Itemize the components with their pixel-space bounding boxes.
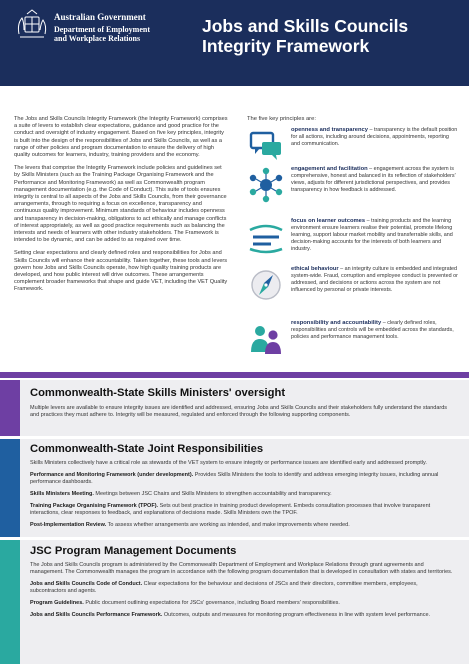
intro-text (14, 116, 228, 300)
item-text: Clear expectations for the behaviour and decisions of JSCs and their directors, committee members, employees, subcontractors and agents. (30, 581, 418, 594)
section-stripe (0, 439, 20, 537)
item-label: Jobs and Skills Councils Performance Framework. (30, 612, 163, 618)
government-wordmark (54, 12, 150, 43)
principle-engagement (247, 166, 459, 214)
people-icon (247, 320, 285, 358)
section-item (30, 600, 454, 607)
principle-description: – clearly defined roles, responsibilities and controls will be embedded across the standards, policies and performance management tools. (291, 320, 454, 340)
principle-name: ethical behaviour (291, 266, 339, 272)
item-text: Meetings between JSC Chairs and Skills Ministers to strengthen accountability and transparency. (93, 491, 332, 497)
section-item (30, 612, 454, 619)
intro-paragraph: The levers that comprise the Integrity Framework include policies and guidelines set by Skills Ministers (such as the Training Package Organising Framework and the Performance and Monitoring Framework) as well as Commonwealth program management documentation (e.g. the Code of Conduct). This suite of tools ensures integrity is central to all aspects of the Jobs and Skills Councils, from their governance arrangements, through to requiring a focus on excellence, transparency and continuous quality improvement. Minimum standards of behaviour includes openness and transparency in decision-making, obligations to act ethically and manage conflicts of interest appropriately, as well as good practice requirements such as balancing the interests and needs of learners with other industry stakeholders. The Framework is intended to be dynamic, and can be added to as required over time. (14, 165, 227, 244)
principle-ethical-behaviour (247, 266, 459, 314)
principle-name: responsibility and accountability (291, 320, 382, 326)
page-title (202, 16, 462, 56)
section-title: JSC Program Management Documents (30, 545, 237, 557)
section-body: Multiple levers are available to ensure integrity issues are identified and addressed, ensuring Jobs and Skills Councils and their stakeholders fully understand the standards and practices they must adhere to. Integrity will be measured, regulated and enforced through the following supporting components. (30, 405, 448, 418)
item-text: To assess whether arrangements are working as intended, and make improvements where needed. (106, 522, 350, 528)
section-item (30, 503, 454, 517)
item-text: Public document outlining expectations for JSCs' governance, including Board members' responsibilities. (83, 600, 340, 606)
principle-description: – transparency is the default position for all actions, including around decisions, appointments, reporting and communication. (291, 127, 458, 147)
oversight-section (0, 380, 469, 436)
speech-bubbles-icon (247, 127, 285, 165)
principle-name: focus on learner outcomes (291, 218, 366, 224)
section-title: Commonwealth-State Joint Responsibilities (30, 443, 264, 455)
jsc-program-section (0, 540, 469, 664)
section-divider (0, 372, 469, 378)
principle-description: – engagement across the system is comprehensive, honest and balanced in its reflection of stakeholders' views, adjusts for different jurisdictional perspectives, and provides transparency in how feedback is addressed. (291, 166, 456, 193)
item-label: Jobs and Skills Councils Code of Conduct. (30, 581, 143, 587)
principle-text (291, 127, 459, 148)
principle-openness (247, 127, 459, 171)
principle-text (291, 218, 459, 253)
compass-icon (247, 266, 285, 304)
principles-lead: The five key principles are: (247, 116, 316, 122)
principle-text (291, 166, 459, 194)
section-stripe (0, 540, 20, 664)
section-item (30, 522, 454, 529)
principle-text (291, 266, 459, 294)
section-body (30, 460, 454, 534)
principle-name: engagement and facilitation (291, 166, 368, 172)
page-header (0, 0, 469, 86)
section-item (30, 491, 454, 498)
principle-name: openness and transparency (291, 127, 368, 133)
item-label: Skills Ministers Meeting. (30, 491, 94, 497)
item-label: Training Package Organising Framework (TPOF). (30, 503, 159, 509)
principle-description: – training products and the learning environment ensure learners realise their potential, promote lifelong learning, support labour market mobility and transferrable skills, and decision-making accounts for the interests of both learners and industry. (291, 218, 453, 252)
item-text: Provides Skills Ministers the tools to identify and address emerging integrity issues, including annual performance dashboards. (30, 472, 439, 485)
principle-learner-outcomes (247, 218, 459, 266)
section-item (30, 581, 454, 595)
department-name-line2: and Workplace Relations (54, 34, 141, 43)
intro-paragraph: The Jobs and Skills Councils Integrity Framework (the Integrity Framework) comprises a suite of levers to establish clear expectations, guidance and good practice for the conduct and oversight of industry engagement. Based on five key principles, integrity is built into the design of the responsibilities of Jobs and Skills Councils, as well as a range of other policies and program documentation to ensure the delivery of high quality outcomes for learners, industry, training providers and the economy. (14, 116, 228, 159)
item-text: Outcomes, outputs and measures for monitoring program effectiveness in line with system level performance. (162, 612, 431, 618)
network-icon (247, 166, 285, 204)
item-label: Performance and Monitoring Framework (under development). (30, 472, 194, 478)
coat-of-arms-icon (14, 8, 50, 42)
item-label: Program Guidelines. (30, 600, 84, 606)
intro-paragraph: Setting clear expectations and clearly defined roles and responsibilities for Jobs and Skills Councils will enhance their accountability. Taken together, these tools and levers govern how Jobs and Skills Councils operate, how high quality training products are developed, and how public interest will drive outcomes. These arrangements complement broader frameworks that shape and guide VET, including the VET Quality Framework. (14, 250, 228, 293)
section-body (30, 562, 454, 624)
section-stripe (0, 380, 20, 436)
section-intro: Skills Ministers collectively have a critical role as stewards of the VET system to ensure integrity or performance issues are identified early and addressed promptly. (30, 460, 427, 466)
gov-name: Australian Government (54, 12, 146, 22)
section-item (30, 472, 454, 486)
principle-description: – an integrity culture is embedded and integrated system-wide. Fraud, corruption and employee conduct is prevented or addressed, and decisions or actions across the system are not influenced by personal or private interests. (291, 266, 458, 293)
title-line-1: Jobs and Skills Councils (202, 16, 409, 36)
principle-text (291, 320, 459, 341)
principle-responsibility (247, 320, 459, 364)
section-title: Commonwealth-State Skills Ministers' oversight (30, 387, 286, 399)
item-text: Sets out best practice in training product development. Embeds consultation processes that involve transparent interactions, clear responses to feedback, and explanations of decisions made. Skills Ministers own the TPOF. (30, 503, 431, 516)
title-line-2: Integrity Framework (202, 36, 370, 56)
learner-icon (247, 218, 285, 256)
item-label: Post-Implementation Review. (30, 522, 107, 528)
joint-responsibilities-section (0, 439, 469, 537)
department-name-line1: Department of Employment (54, 25, 150, 34)
section-intro: The Jobs and Skills Councils program is administered by the Commonwealth Department of Employment and Workplace Relations through grant agreements and management. The Commonwealth manages the program in accordance with the following program documentation that is developed in consultation with states and territories. (30, 562, 453, 575)
